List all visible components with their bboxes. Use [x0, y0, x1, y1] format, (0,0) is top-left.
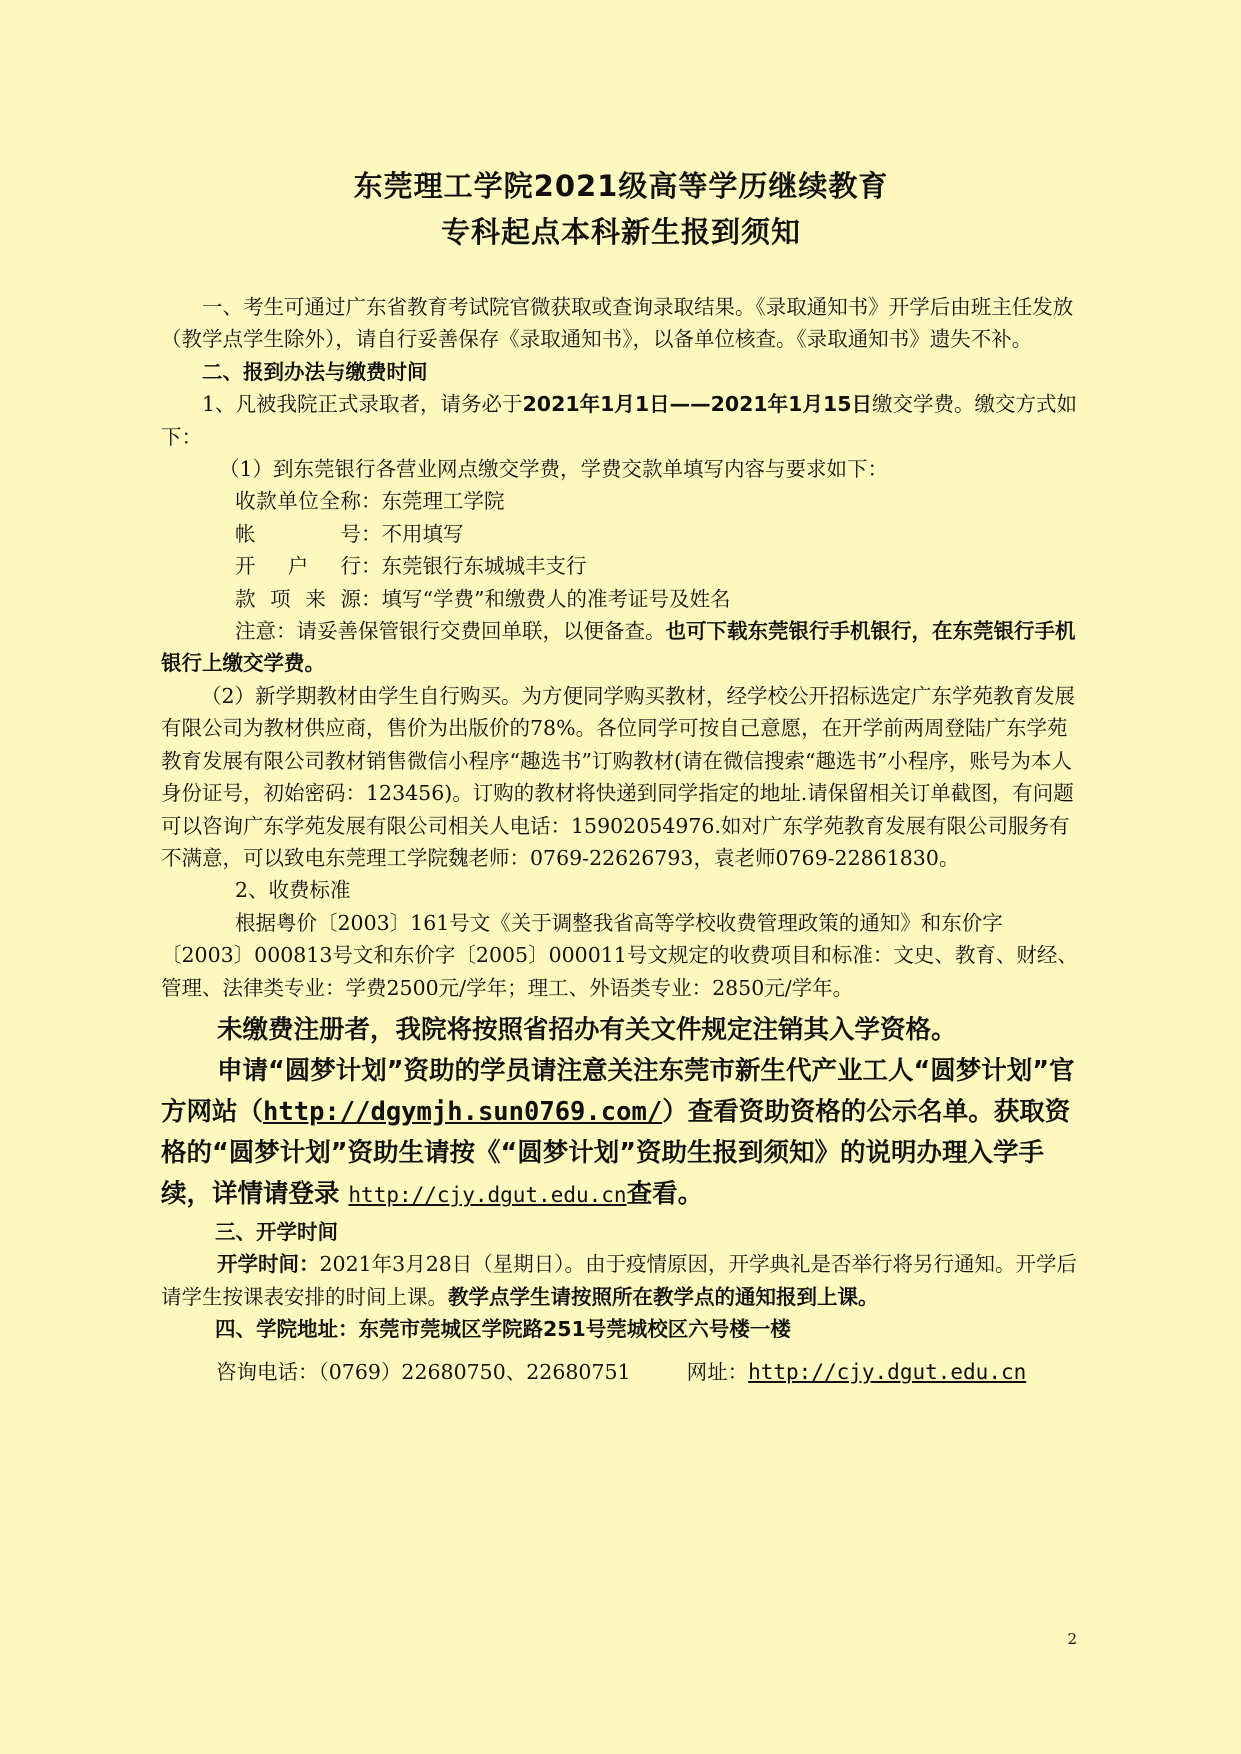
start-date-text: 由于疫情原因，开学典礼是否举行将另行通知。开学后请学生按课表安排的时间上课。: [161, 1252, 1078, 1309]
cjy-website-link[interactable]: http://cjy.dgut.edu.cn: [348, 1182, 627, 1207]
start-date-value: 2021年3月28日（星期日）。: [319, 1252, 586, 1277]
notice-unpaid: 未缴费注册者，我院将按照省招办有关文件规定注销其入学资格。: [217, 1014, 957, 1045]
payment-period-text: 1、凡被我院正式录取者，请务必于: [202, 392, 523, 417]
contact-line: [161, 1356, 1081, 1388]
important-notice: [161, 1010, 1081, 1216]
heading-fee-standard: 2、收费标准: [235, 878, 351, 903]
title-line-1: 东莞理工学院2021级高等学历继续教育: [353, 169, 889, 203]
notice-yuanmeng: 申请“圆梦计划”资助的学员请注意关注东莞市新生代产业工人“圆梦计划”官方网站（http://dgymjh.sun0769.com/）查看资助资格的公示名单。获取资格的“圆梦计划”资助生请按《“圆梦计划”资助生报到须知》的说明办理入学手续，详情请登录 http://cjy.dgut.edu.cn查看。: [161, 1055, 1075, 1209]
field-value-account: 不用填写: [381, 521, 464, 546]
field-label-account: 帐 号: [235, 521, 361, 546]
note-bold: 也可下载东莞银行手机银行，在东莞银行手机银行上缴交学费。: [161, 619, 1076, 676]
start-date-bold-note: 教学点学生请按照所在教学点的通知报到上课。: [448, 1284, 879, 1309]
contact-phone: 咨询电话：（0769）22680750、22680751: [216, 1359, 631, 1384]
section-heading-4: 四、学院地址：东莞市莞城区学院路251号莞城校区六号楼一楼: [215, 1317, 791, 1342]
yuanmeng-website-link[interactable]: http://dgymjh.sun0769.com/: [263, 1096, 663, 1127]
paragraph-payment-period: [161, 388, 1081, 453]
paragraph-note: [161, 615, 1081, 680]
paragraph-fee-standard: 根据粤价〔2003〕161号文《关于调整我省高等学校收费管理政策的通知》和东价字〔2003〕000813号文和东价字〔2005〕000011号文规定的收费项目和标准：文史、教育、财经、管理、法律类专业：学费2500元/学年；理工、外语类专业：2850元/学年。: [161, 910, 1078, 1000]
field-label-source: 款 项 来 源: [235, 586, 361, 611]
paragraph-bank-payment: （1）到东莞银行各营业网点缴交学费，学费交款单填写内容与要求如下：: [219, 457, 889, 482]
section-heading-3: 三、开学时间: [215, 1219, 338, 1244]
section-heading-2: 二、报到办法与缴费时间: [202, 359, 428, 384]
website-link[interactable]: http://cjy.dgut.edu.cn: [748, 1359, 1027, 1384]
note-text: 注意：请妥善保管银行交费回单联，以便备查。: [235, 619, 666, 644]
field-row-source: 款 项 来 源 ： 填写“学费”和缴费人的准考证号及姓名: [161, 583, 1081, 615]
field-value-source: 填写“学费”和缴费人的准考证号及姓名: [381, 586, 731, 611]
start-date-label: 开学时间：: [217, 1252, 320, 1277]
paragraph-start-date: [161, 1248, 1081, 1313]
field-value-bank: 东莞银行东城城丰支行: [381, 554, 587, 579]
payment-period-text-end: 缴交学费。缴交方式如下：: [161, 392, 1077, 449]
website-label: 网址：: [686, 1359, 749, 1384]
field-label-bank: 开 户 行: [235, 554, 361, 579]
document-body: [161, 291, 1081, 1388]
field-label-payee: 收 款 单 位 全 称: [235, 489, 361, 514]
page-number: 2: [1067, 1630, 1077, 1648]
field-row-payee: 收 款 单 位 全 称 ： 东莞理工学院: [161, 485, 1081, 517]
field-row-account: 帐 号 ： 不用填写: [161, 518, 1081, 550]
title-line-2: 专科起点本科新生报到须知: [440, 215, 801, 249]
payment-period-dates: 2021年1月1日——2021年1月15日: [522, 392, 872, 417]
paragraph-admission: 一、考生可通过广东省教育考试院官微获取或查询录取结果。《录取通知书》开学后由班主任发放（教学点学生除外），请自行妥善保存《录取通知书》，以备单位核查。《录取通知书》遗失不补。: [161, 295, 1074, 352]
field-row-bank: 开 户 行 ： 东莞银行东城城丰支行: [161, 550, 1081, 582]
field-value-payee: 东莞理工学院: [381, 489, 505, 514]
paragraph-textbooks: （2）新学期教材由学生自行购买。为方便同学购买教材，经学校公开招标选定广东学苑教育发展有限公司为教材供应商，售价为出版价的78%。各位同学可按自己意愿，在开学前两周登陆广东学苑教育发展有限公司教材销售微信小程序“趣选书”订购教材(请在微信搜索“趣选书”小程序，账号为本人身份证号，初始密码：123456)。订购的教材将快递到同学指定的地址.请保留相关订单截图，有问题可以咨询广东学苑发展有限公司相关人电话：15902054976.如对广东学苑教育发展有限公司服务有不满意，可以致电东莞理工学院魏老师：0769-22626793，袁老师0769-22861830。: [161, 683, 1076, 870]
